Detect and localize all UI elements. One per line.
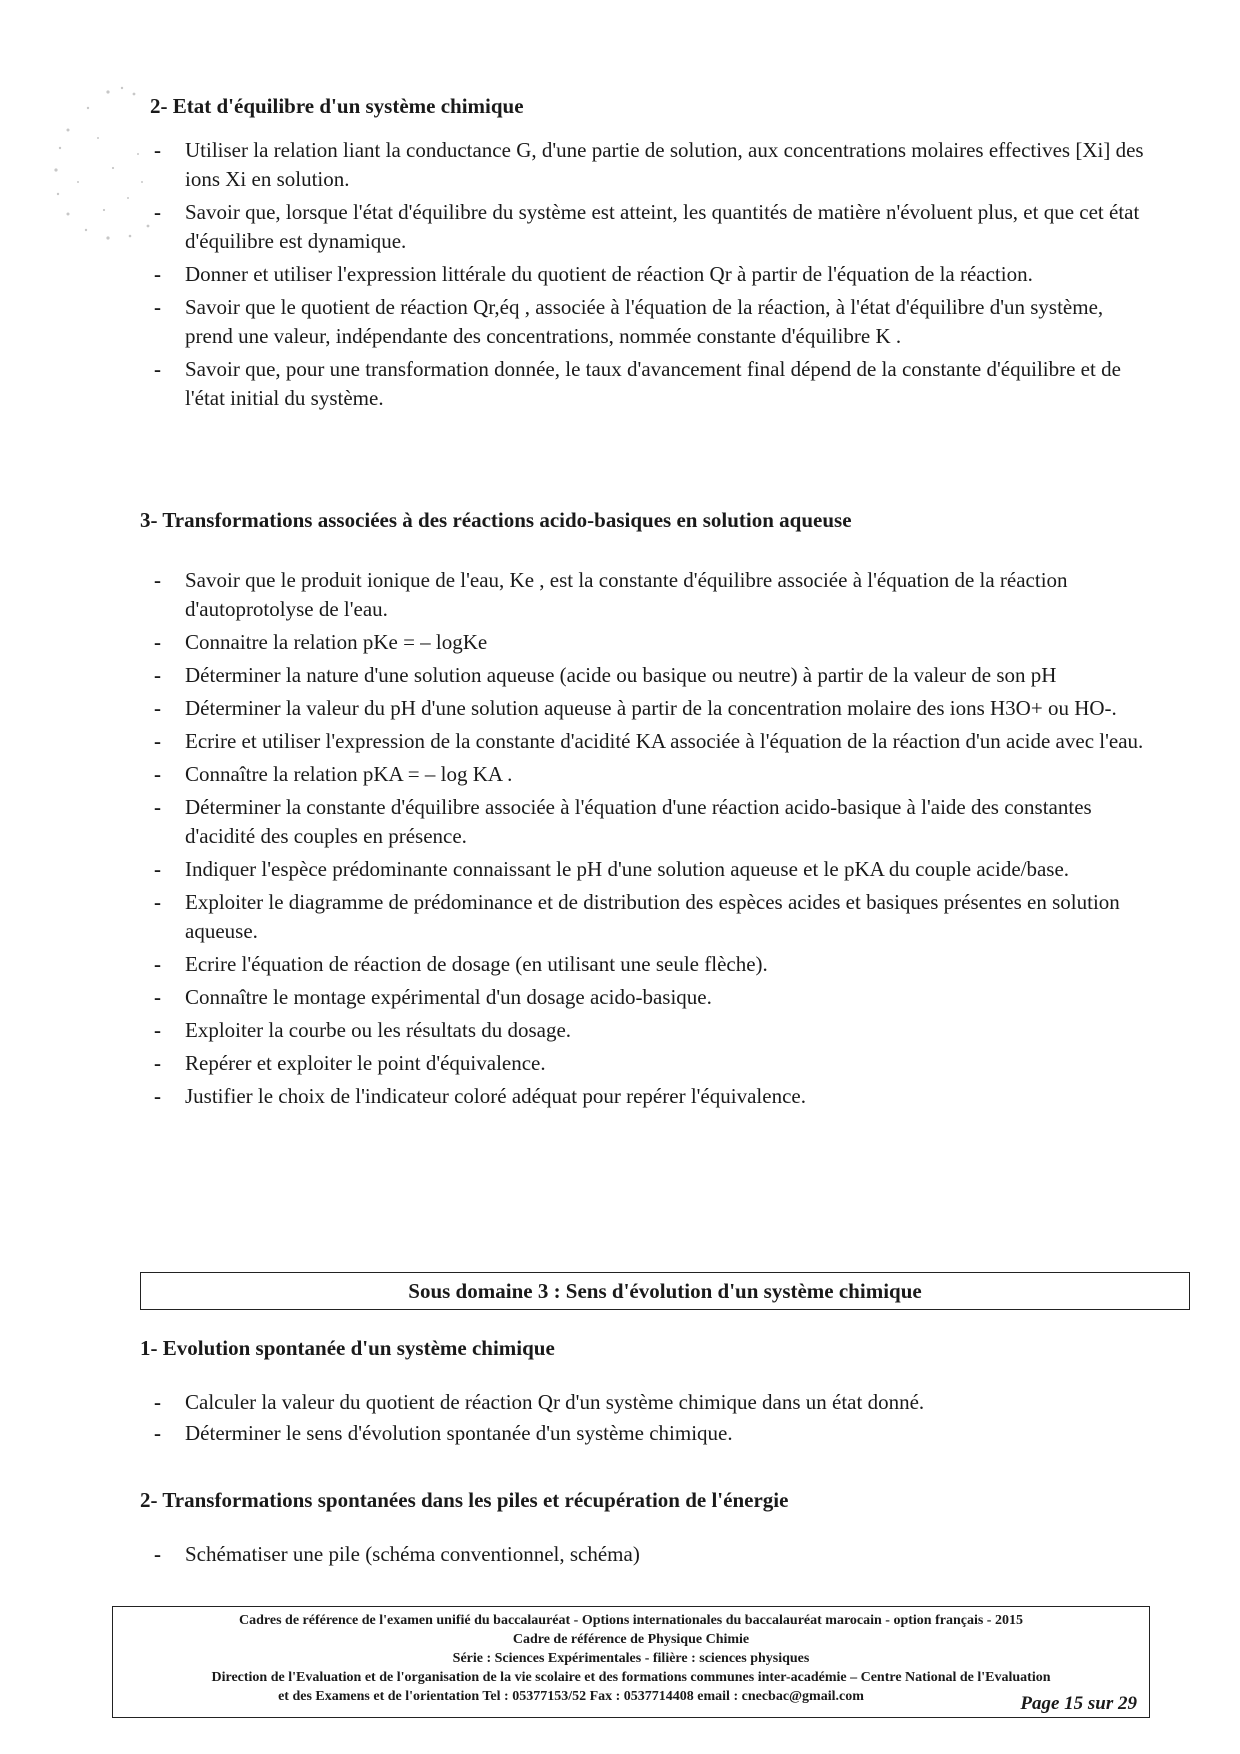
page-number: Page 15 sur 29 xyxy=(1020,1693,1137,1714)
list-item: - Ecrire l'équation de réaction de dosage (en utilisant une seule flèche). xyxy=(154,950,1144,979)
section-2-list xyxy=(154,136,1144,417)
list-item: - Savoir que le produit ionique de l'eau, Ke , est la constante d'équilibre associée à l'équation de la réaction d'autoprotolyse de l'eau. xyxy=(154,566,1144,624)
list-item: - Indiquer l'espèce prédominante connaissant le pH d'une solution aqueuse et le pKA du couple acide/base. xyxy=(154,855,1144,884)
list-item: - Exploiter le diagramme de prédominance et de distribution des espèces acides et basiques présentes en solution aqueuse. xyxy=(154,888,1144,946)
piles-section-title: 2- Transformations spontanées dans les piles et récupération de l'énergie xyxy=(140,1488,789,1512)
footer-contact: et des Examens et de l'orientation Tel : 05377153/52 Fax : 0537714408 email : cnecbac@gmail.com xyxy=(278,1689,864,1704)
list-item: - Déterminer la valeur du pH d'une solution aqueuse à partir de la concentration molaire des ions H3O+ ou HO-. xyxy=(154,694,1144,723)
footer-line-3: Série : Sciences Expérimentales - filière : sciences physiques xyxy=(452,1651,810,1666)
list-item: - Déterminer la constante d'équilibre associée à l'équation d'une réaction acido-basique à l'aide des constantes d'acidité des couples en présence. xyxy=(154,793,1144,851)
list-item: - Savoir que, lorsque l'état d'équilibre du système est atteint, les quantités de matière n'évoluent plus, et que cet état d'équilibre est dynamique. xyxy=(154,198,1144,256)
list-item: - Connaître le montage expérimental d'un dosage acido-basique. xyxy=(154,983,1144,1012)
list-item: - Connaître la relation pKA = – log KA . xyxy=(154,760,1144,789)
section-3-list xyxy=(154,566,1144,1115)
list-item: - Calculer la valeur du quotient de réaction Qr d'un système chimique dans un état donné. xyxy=(154,1388,1144,1417)
list-item: - Ecrire et utiliser l'expression de la constante d'acidité KA associée à l'équation de la réaction d'un acide avec l'eau. xyxy=(154,727,1144,756)
evolution-list xyxy=(154,1388,1144,1450)
list-item: - Déterminer le sens d'évolution spontanée d'un système chimique. xyxy=(154,1419,1144,1448)
list-item: - Savoir que, pour une transformation donnée, le taux d'avancement final dépend de la constante d'équilibre et de l'état initial du système. xyxy=(154,355,1144,413)
list-item: - Savoir que le quotient de réaction Qr,éq , associée à l'équation de la réaction, à l'état d'équilibre d'un système, prend une valeur, indépendante des concentrations, nommée constante d'équilibre K . xyxy=(154,293,1144,351)
list-item: - Schématiser une pile (schéma conventionnel, schéma) xyxy=(154,1540,1144,1569)
list-item: - Justifier le choix de l'indicateur coloré adéquat pour repérer l'équivalence. xyxy=(154,1082,1144,1111)
list-item: - Exploiter la courbe ou les résultats du dosage. xyxy=(154,1016,1144,1045)
list-item: - Utiliser la relation liant la conductance G, d'une partie de solution, aux concentrations molaires effectives [Xi] des ions Xi en solution. xyxy=(154,136,1144,194)
footer-line-4: Direction de l'Evaluation et de l'organisation de la vie scolaire et des formations communes inter-académie – Centre National de l'Evaluation xyxy=(211,1670,1051,1685)
piles-list xyxy=(154,1540,1144,1573)
footer-line-1: Cadres de référence de l'examen unifié du baccalauréat - Options internationales du baccalauréat marocain - option français - 2015 xyxy=(239,1613,1023,1628)
section-2-title: 2- Etat d'équilibre d'un système chimique xyxy=(150,94,524,118)
list-item: - Déterminer la nature d'une solution aqueuse (acide ou basique ou neutre) à partir de la valeur de son pH xyxy=(154,661,1144,690)
page-footer xyxy=(112,1606,1150,1718)
list-item: - Donner et utiliser l'expression littérale du quotient de réaction Qr à partir de l'équation de la réaction. xyxy=(154,260,1144,289)
list-item: - Connaitre la relation pKe = – logKe xyxy=(154,628,1144,657)
list-item: - Repérer et exploiter le point d'équivalence. xyxy=(154,1049,1144,1078)
footer-line-2: Cadre de référence de Physique Chimie xyxy=(512,1632,750,1647)
evolution-section-title: 1- Evolution spontanée d'un système chimique xyxy=(140,1336,555,1360)
subdomain-title-box: Sous domaine 3 : Sens d'évolution d'un système chimique xyxy=(140,1272,1190,1310)
section-3-title: 3- Transformations associées à des réactions acido-basiques en solution aqueuse xyxy=(140,508,852,532)
